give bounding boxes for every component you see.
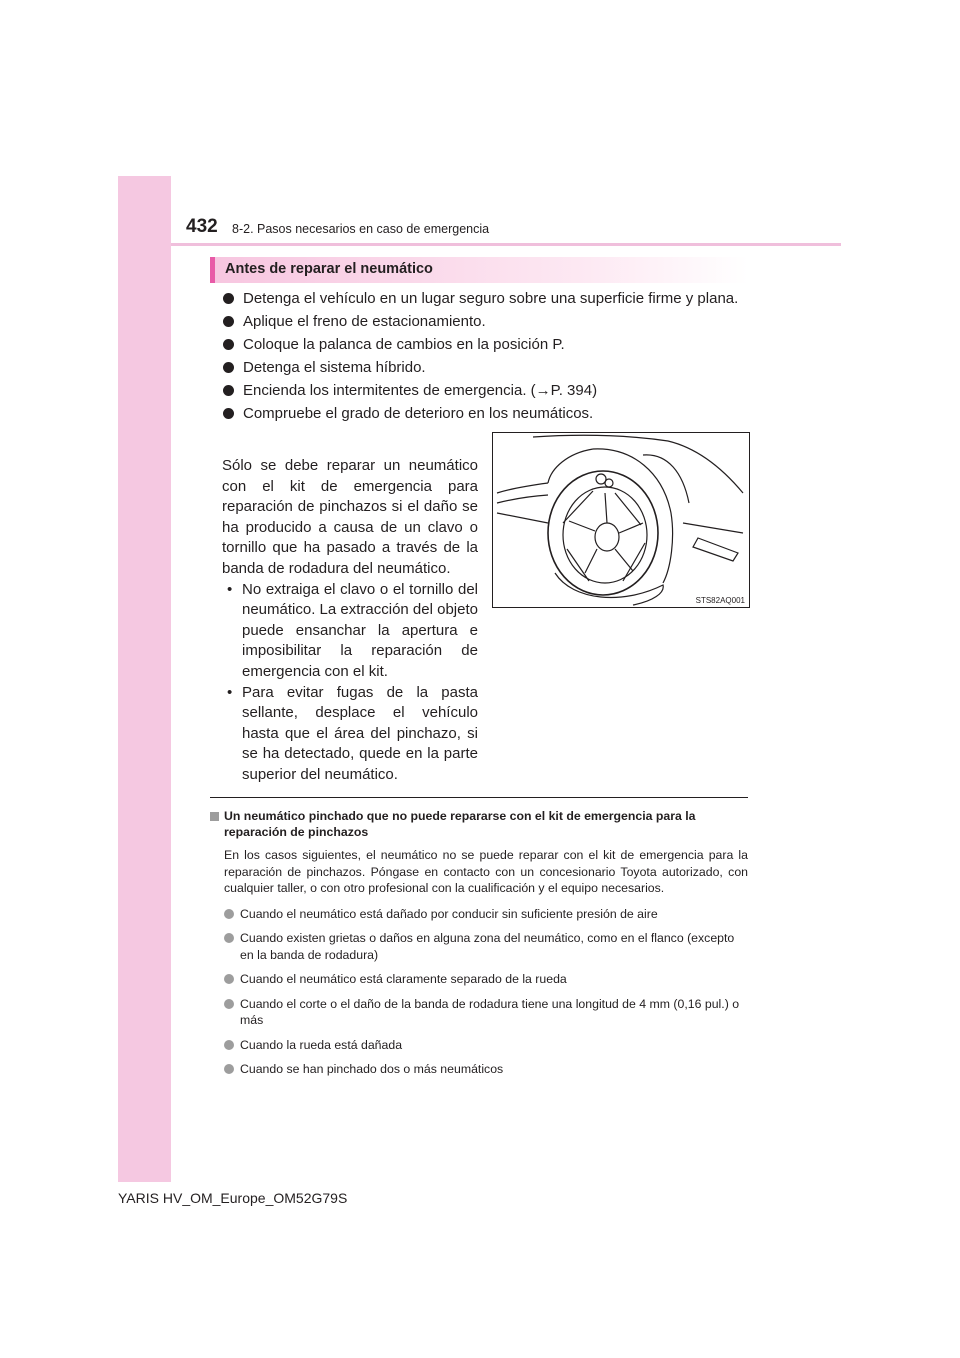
section-title: 8-2. Pasos necesarios en caso de emergencia [232,222,490,236]
note-body: En los casos siguientes, el neumático no se puede reparar con el kit de emergencia para la reparación de pinchazos. Póngase en contacto con un concesionario Toyota autorizado, con cualquier taller, o con otro profesional con la cualificación y el equipo necesarios. [224,848,748,895]
list-item [223,313,738,336]
footer-doc-id: YARIS HV_OM_Europe_OM52G79S [118,1190,348,1206]
list-item [223,359,738,382]
list-item [210,930,748,963]
list-item [223,290,738,313]
sub-point-marker: • [227,580,233,598]
list-item-text: Encienda los intermitentes de emergencia. (→P. 394) [243,382,598,399]
note-title [210,808,748,840]
list-item [223,405,738,428]
info-note [210,808,748,1086]
list-item [210,906,748,923]
list-item [210,971,748,988]
sub-point [222,580,478,683]
bullet-icon [224,1064,234,1074]
list-item-text: Cuando se han pinchado dos o más neumáticos [240,1062,504,1076]
list-item [210,996,748,1029]
list-item-text: Detenga el vehículo en un lugar seguro sobre una superficie firme y plana. [243,290,739,307]
sub-point-text: No extraiga el clavo o el tornillo del neumático. La extracción del objeto puede ensanchar la apertura e imposibilitar la reparación de emergencia con el kit. [242,580,478,680]
list-item-text: Aplique el freno de estacionamiento. [243,313,486,330]
note-title-text: Un neumático pinchado que no puede repararse con el kit de emergencia para la reparación de pinchazos [224,809,696,839]
divider [210,797,748,798]
page-number: 432 [186,216,218,237]
list-item-text: Compruebe el grado de deterioro en los neumáticos. [243,405,594,422]
bullet-icon [223,293,234,304]
paragraph: Sólo se debe reparar un neumático con el kit de emergencia para reparación de pinchazos si el daño se ha producido a causa de un clavo o tornillo que ha pasado a través de la banda de rodadura del neumático. [222,457,478,577]
list-item-text: Cuando la rueda está dañada [240,1037,403,1052]
bullet-icon [223,316,234,327]
list-item [210,1061,748,1078]
flat-tire-drawing [493,433,749,607]
bullet-icon [223,362,234,373]
list-item-text: Detenga el sistema híbrido. [243,359,426,376]
bullet-icon [224,933,234,943]
section-heading-text: Antes de reparar el neumático [225,261,433,277]
sub-point [222,683,478,786]
figure-code: STS82AQ001 [695,596,745,605]
list-item [223,336,738,359]
bullet-icon [223,408,234,419]
list-item-text: Coloque la palanca de cambios en la posición P. [243,336,565,353]
precaution-list [223,290,738,428]
section-heading-box [210,257,748,283]
note-list [210,906,748,1078]
list-item-text: Cuando existen grietas o daños en alguna zona del neumático, como en el flanco (excepto en la banda de rodadura) [240,931,735,962]
bullet-icon [224,909,234,919]
square-bullet-icon [210,812,219,821]
bullet-icon [223,339,234,350]
header-rule [171,243,841,246]
list-item-text: Cuando el neumático está dañado por conducir sin suficiente presión de aire [240,906,658,921]
bullet-icon [224,974,234,984]
sub-point-text: Para evitar fugas de la pasta sellante, desplace el vehículo hasta que el área del pinchazo, si se ha detectado, quede en la parte superior del neumático. [242,683,478,783]
bullet-icon [224,1040,234,1050]
list-item-text: Cuando el neumático está claramente separado de la rueda [240,972,567,986]
bullet-icon [223,385,234,396]
list-item-text: Cuando el corte o el daño de la banda de rodadura tiene una longitud de 4 mm (0,16 pul.) o más [240,996,740,1027]
chapter-sidebar-tab [118,176,171,1182]
flat-tire-illustration [492,432,750,608]
bullet-icon [224,999,234,1009]
repair-condition-text [222,456,478,786]
sub-point-marker: • [227,683,233,701]
list-item [223,382,738,405]
list-item [210,1037,748,1054]
